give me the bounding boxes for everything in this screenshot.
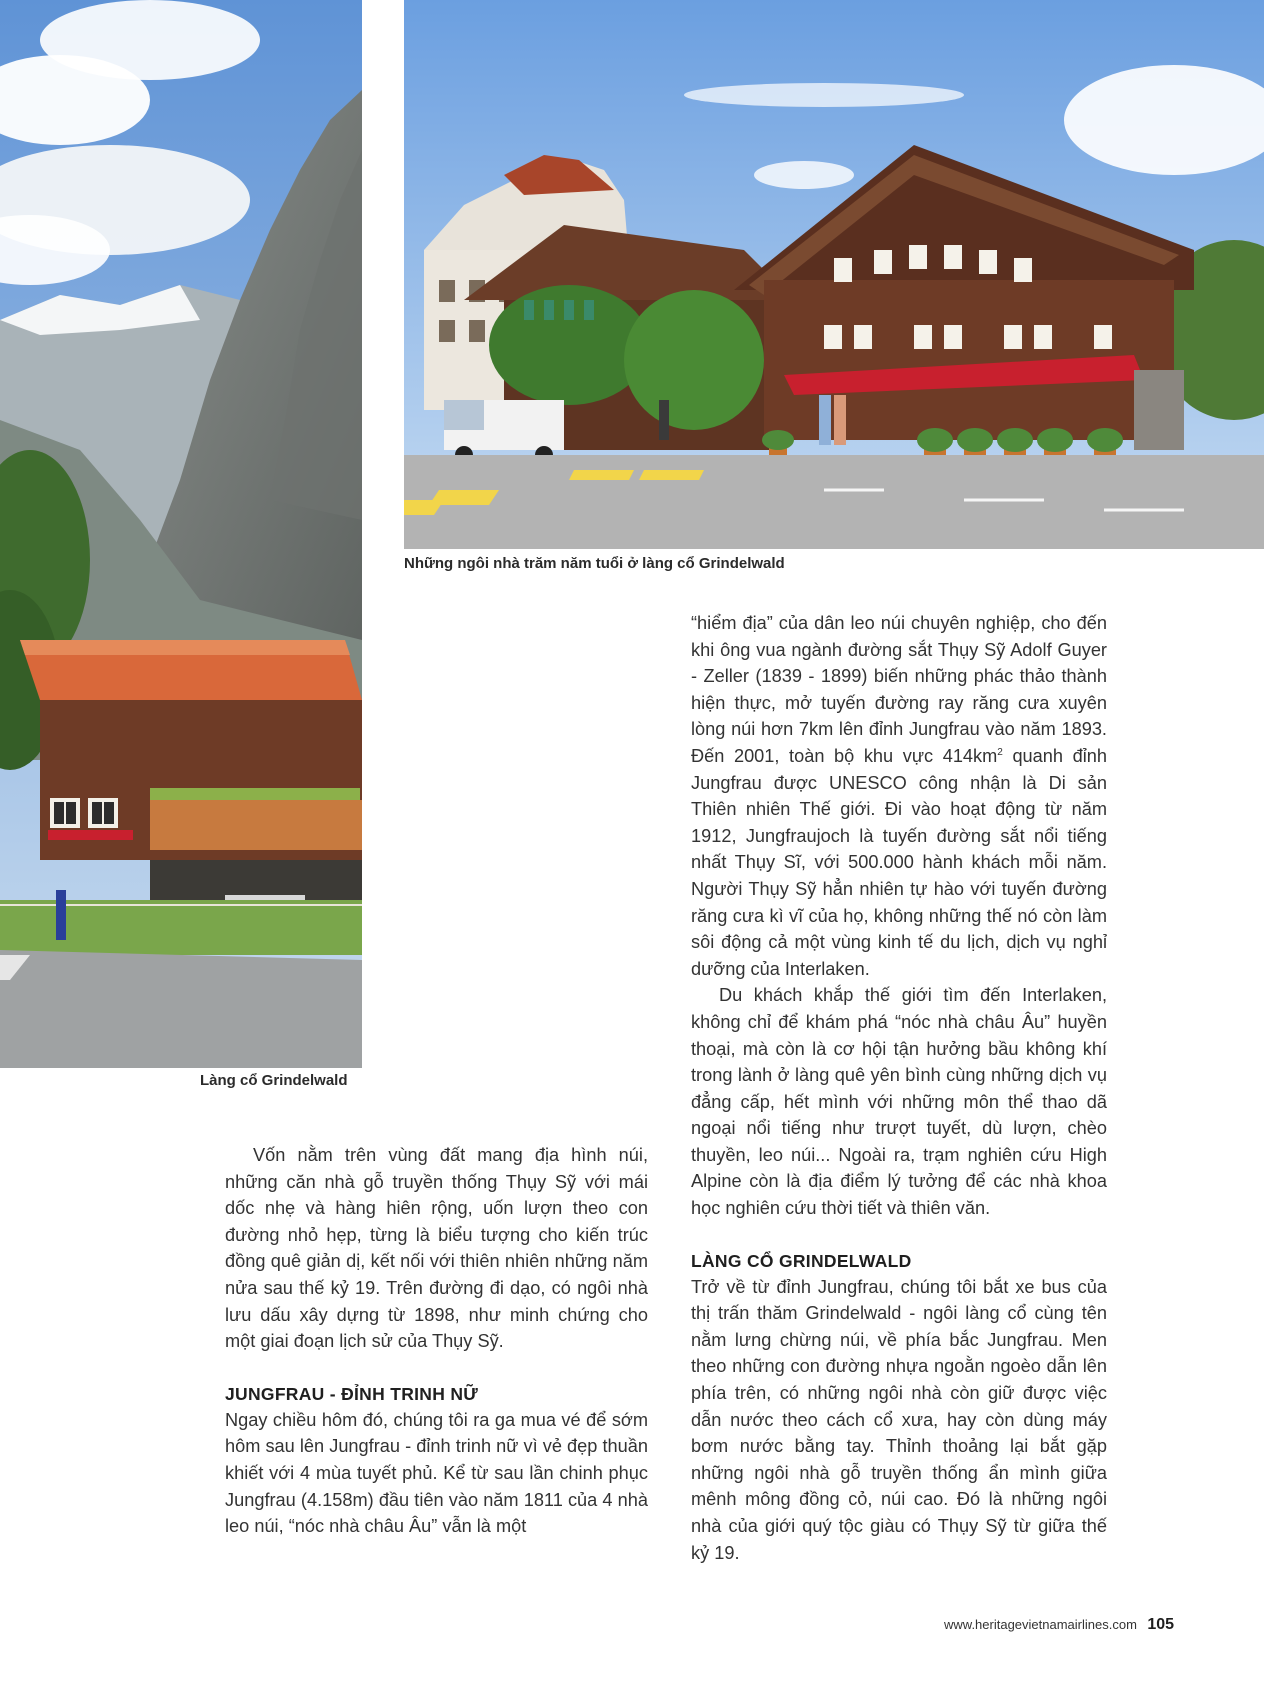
superscript-squared: 2 [997, 746, 1003, 758]
section-heading-jungfrau: JUNGFRAU - ĐỈNH TRINH NỮ [225, 1383, 479, 1404]
page-number: 105 [1147, 1616, 1175, 1633]
page-footer [944, 1616, 1174, 1634]
photo-century-old-houses [404, 0, 1264, 549]
caption-right-photo: Những ngôi nhà trăm năm tuổi ở làng cổ Grindelwald [404, 555, 785, 572]
article-column-right [691, 610, 1107, 1566]
article-column-left [225, 1142, 648, 1540]
paragraph-railway-history [691, 610, 1107, 982]
paragraph-jungfrau-intro: Ngay chiều hôm đó, chúng tôi ra ga mua vé để sớm hôm sau lên Jungfrau - đỉnh trinh nữ vì vẻ đẹp thuần khiết với 4 mùa tuyết phủ. Kể từ sau lần chinh phục Jungfrau (4.158m) đầu tiên vào năm 1811 của 4 nhà leo núi, “nóc nhà châu Âu” vẫn là một [225, 1409, 648, 1537]
paragraph-grindelwald-village: Trở về từ đỉnh Jungfrau, chúng tôi bắt xe bus của thị trấn thăm Grindelwald - ngôi làng cổ cùng tên nằm lưng chừng núi, về phía bắc Jungfrau. Men theo những con đường nhựa ngoằn ngoèo dẫn lên phía trên, có những ngôi nhà còn giữ được việc dẫn nước theo cách cổ xưa, hay còn dùng máy bơm nước bằng tay. Thỉnh thoảng lại bắt gặp những ngôi nhà gỗ truyền thống ẩn mình giữa mênh mông đồng cỏ, núi cao. Đó là những ngôi nhà của giới quý tộc giàu có Thụy Sỹ từ giữa thế kỷ 19. [691, 1276, 1107, 1563]
photo-grindelwald-village [0, 0, 362, 1068]
footer-website-url: www.heritagevietnamairlines.com [944, 1617, 1137, 1632]
railway-text-part1: “hiểm địa” của dân leo núi chuyên nghiệp, cho đến khi ông vua ngành đường sắt Thụy Sỹ Adolf Guyer - Zeller (1839 - 1899) biến những phác thảo thành hiện thực, mở tuyến đường ray răng cưa xuyên lòng núi hơn 7km lên đỉnh Jungfrau vào năm 1893. Đến 2001, toàn bộ khu vực 414km [691, 613, 1107, 766]
wooden-houses-illustration [404, 0, 1264, 549]
paragraph-architecture: Vốn nằm trên vùng đất mang địa hình núi, những căn nhà gỗ truyền thống Thụy Sỹ với mái dốc nhẹ và hàng hiên rộng, uốn lượn theo con đường nhỏ hẹp, từng là biểu tượng cho kiến trúc đồng quê giản dị, kết nối với thiên nhiên những năm nửa sau thế kỷ 19. Trên đường đi dạo, có ngôi nhà lưu dấu xây dựng từ 1898, như minh chứng cho một giai đoạn lịch sử của Thụy Sỹ. [225, 1145, 648, 1352]
section-heading-grindelwald: LÀNG CỔ GRINDELWALD [691, 1250, 912, 1271]
paragraph-interlaken-visitors: Du khách khắp thế giới tìm đến Interlaken, không chỉ để khám phá “nóc nhà châu Âu” huyền thoại, mà còn là cơ hội tận hưởng bầu không khí trong lành ở làng quê yên bình cùng những dịch vụ đẳng cấp, hết mình với những môn thể thao dã ngoại nổi tiếng như trượt tuyết, dù lượn, chèo thuyền, leo núi... Ngoài ra, trạm nghiên cứu High Alpine còn là địa điểm lý tưởng để các nhà khoa học nghiên cứu thời tiết và thiên văn. [691, 985, 1107, 1219]
railway-text-part2: quanh đỉnh Jungfrau được UNESCO công nhận là Di sản Thiên nhiên Thế giới. Đi vào hoạt động từ năm 1912, Jungfraujoch là tuyến đường sắt nổi tiếng nhất Thụy Sĩ, với 500.000 hành khách mỗi năm. Người Thụy Sỹ hẳn nhiên tự hào với tuyến đường răng cưa kì vĩ của họ, không những thế nó còn làm sôi động cả một vùng kinh tế du lịch, dịch vụ nghỉ dưỡng của Interlaken. [691, 745, 1107, 979]
mountain-village-illustration [0, 0, 362, 1068]
caption-left-photo: Làng cổ Grindelwald [200, 1072, 348, 1089]
